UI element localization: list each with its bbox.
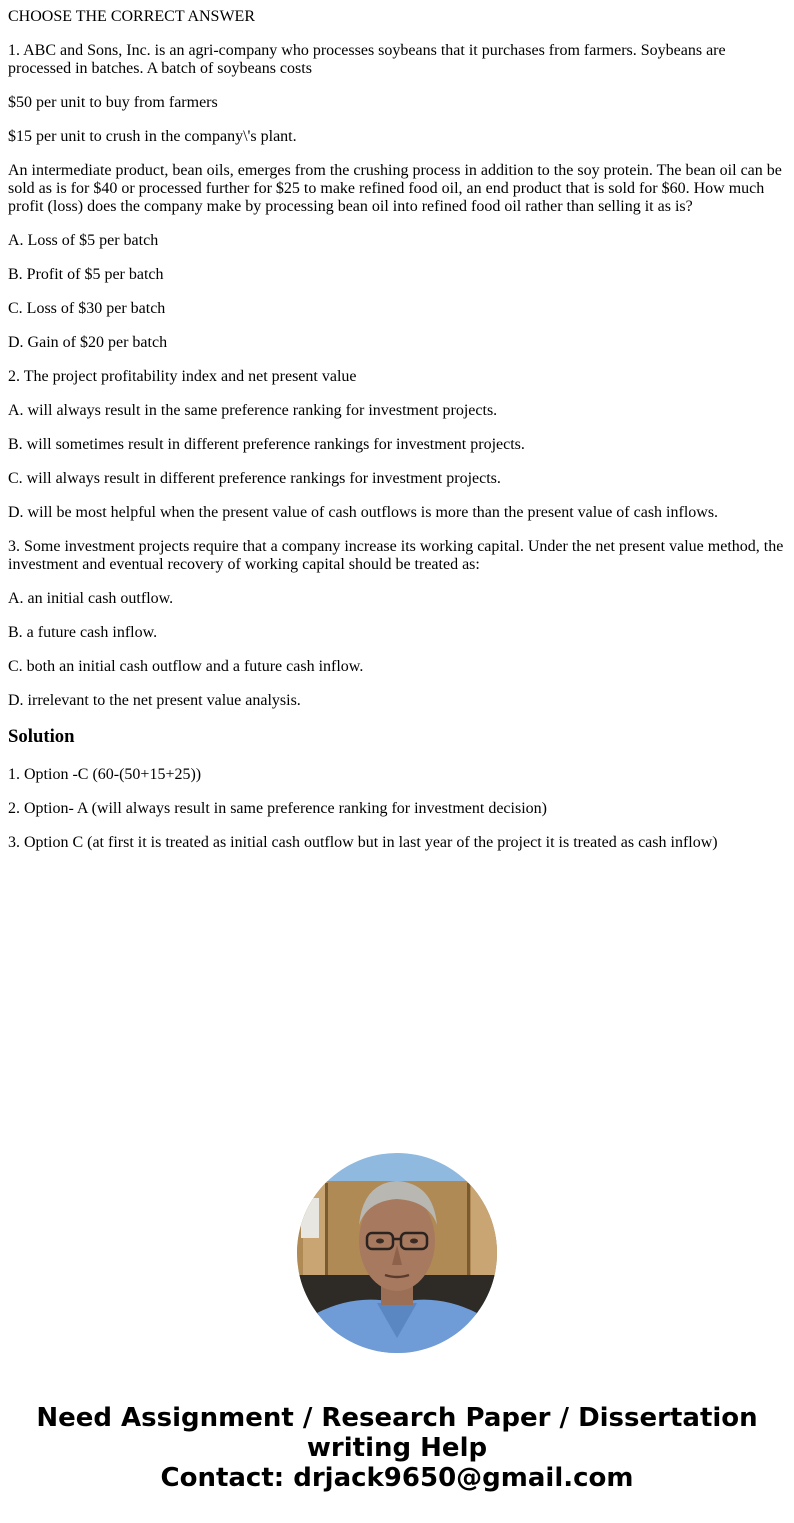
- question-2-option-b: B. will sometimes result in different preference rankings for investment projects.: [8, 436, 525, 453]
- question-2-prompt: 2. The project profitability index and net present value: [8, 368, 357, 385]
- promo-line-1: Need Assignment / Research Paper / Dissertation: [36, 1403, 758, 1433]
- promo-banner: [0, 1403, 794, 1493]
- promo-line-2: writing Help: [306, 1433, 488, 1463]
- solution-answer-2: 2. Option- A (will always result in same preference ranking for investment decision): [8, 800, 547, 817]
- question-3-option-b: B. a future cash inflow.: [8, 624, 158, 641]
- solution-answer-1: 1. Option -C (60-(50+15+25)): [8, 766, 202, 783]
- question-2-option-a: A. will always result in the same preference ranking for investment projects.: [8, 402, 498, 419]
- document-body: [8, 8, 786, 868]
- question-1-cost-buy: $50 per unit to buy from farmers: [8, 94, 218, 111]
- question-2-option-c: C. will always result in different preference rankings for investment projects.: [8, 470, 501, 487]
- question-3-option-a: A. an initial cash outflow.: [8, 590, 174, 607]
- question-1-option-d: D. Gain of $20 per batch: [8, 334, 168, 351]
- person-portrait-icon: [297, 1153, 497, 1353]
- question-3-option-d: D. irrelevant to the net present value analysis.: [8, 692, 301, 709]
- question-3-option-c: C. both an initial cash outflow and a future cash inflow.: [8, 658, 364, 675]
- solution-answer-3: 3. Option C (at first it is treated as initial cash outflow but in last year of the project it is treated as cash inflow): [8, 834, 718, 851]
- question-1-intro: 1. ABC and Sons, Inc. is an agri-company who processes soybeans that it purchases from farmers. Soybeans are processed in batches. A batch of soybeans costs: [8, 42, 726, 77]
- question-1-option-a: A. Loss of $5 per batch: [8, 232, 159, 249]
- solution-heading: Solution: [8, 726, 75, 747]
- question-1-body: An intermediate product, bean oils, emerges from the crushing process in addition to the soy protein. The bean oil can be sold as is for $40 or processed further for $25 to make refined food oil, an end product that is sold for $60. How much profit (loss) does the company make by processing bean oil into refined food oil rather than selling it as is?: [8, 162, 782, 215]
- question-1-cost-crush: $15 per unit to crush in the company\'s plant.: [8, 128, 297, 145]
- instruction-text: CHOOSE THE CORRECT ANSWER: [8, 8, 255, 25]
- question-3-prompt: 3. Some investment projects require that a company increase its working capital. Under the net present value method, the investment and eventual recovery of working capital should be treated as:: [8, 538, 784, 573]
- promo-contact: Contact: drjack9650@gmail.com: [160, 1463, 634, 1493]
- question-1-option-c: C. Loss of $30 per batch: [8, 300, 166, 317]
- avatar: [297, 1153, 497, 1353]
- question-2-option-d: D. will be most helpful when the present value of cash outflows is more than the present value of cash inflows.: [8, 504, 719, 521]
- question-1-option-b: B. Profit of $5 per batch: [8, 266, 164, 283]
